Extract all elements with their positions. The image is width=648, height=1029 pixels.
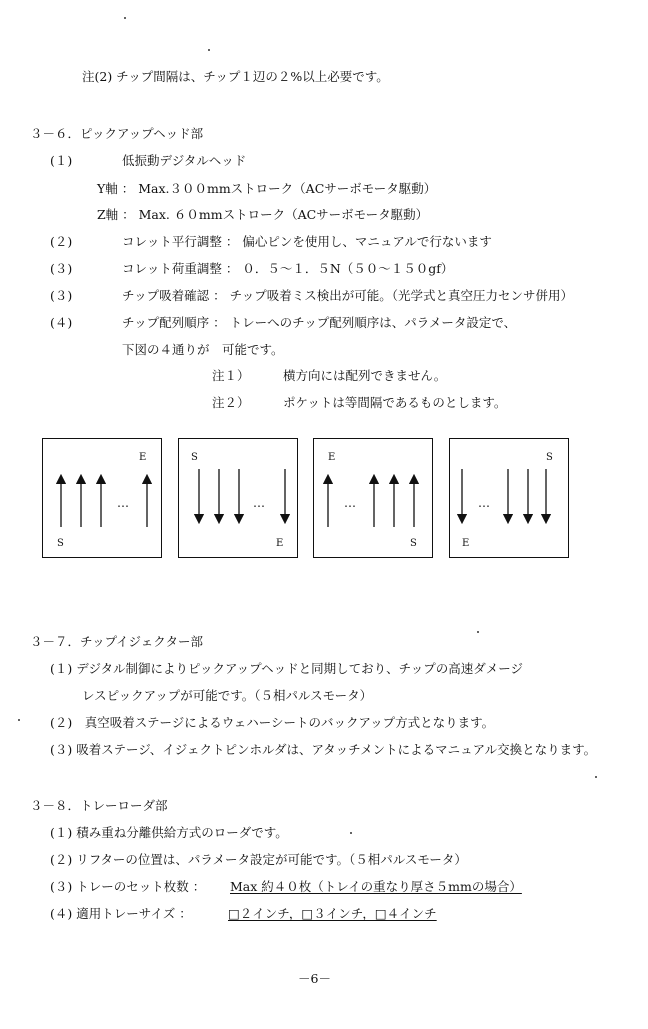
section-3-6-heading: ３－６．ピックアップヘッド部 (30, 126, 204, 141)
dots: … (253, 496, 265, 510)
note-1-label: 注１） (212, 368, 250, 383)
note-1-text: 横方向には配列できません。 (283, 368, 447, 383)
end-label: E (462, 538, 470, 549)
order-diagram-4 (449, 438, 569, 558)
loader-item-3-prefix: (３) トレーのセット枚数 ： (50, 879, 206, 894)
start-label: S (57, 538, 64, 549)
end-label: E (139, 452, 147, 463)
section-3-7-heading: ３－７．チップイジェクター部 (30, 634, 204, 649)
order-diagram-1 (42, 438, 162, 558)
ejector-item-2: (２) 真空吸着ステージによるウェハーシートのバックアップ方式となります。 (50, 715, 495, 730)
ejector-item-1: (１) デジタル制御によりピックアップヘッドと同期しており、チップの高速ダメージ (50, 661, 523, 676)
end-label: E (328, 452, 336, 463)
loader-item-1: (１) 積み重ね分離供給方式のローダです。 (50, 825, 288, 840)
ejector-item-1-cont: レスピックアップが可能です。（５相パルスモータ） (82, 688, 373, 703)
dots: … (117, 496, 129, 510)
section-3-8-heading: ３－８．トレーローダ部 (30, 798, 168, 813)
start-label: S (191, 452, 198, 463)
loader-item-4-prefix: (４) 適用トレーサイズ ： (50, 906, 192, 921)
item-3a-num: (３) (50, 261, 73, 276)
start-label: S (410, 538, 417, 549)
order-diagram-2 (178, 438, 298, 558)
order-diagram-3 (313, 438, 433, 558)
z-axis-spec: Z軸 ： Max. ６０mmストローク（ACサーボモータ駆動） (97, 207, 429, 222)
y-axis-spec: Y軸 ： Max.３００mmストローク（ACサーボモータ駆動） (97, 181, 437, 196)
ejector-item-3: (３) 吸着ステージ、イジェクトピンホルダは、アタッチメントによるマニュアル交換となります。 (50, 742, 597, 757)
scan-speck (477, 631, 479, 633)
scan-speck (208, 49, 210, 51)
note-2-text: ポケットは等間隔であるものとします。 (283, 395, 507, 410)
scan-speck (124, 17, 126, 19)
page-number: －6－ (298, 971, 331, 986)
scan-speck (350, 832, 352, 834)
dots: … (344, 496, 356, 510)
item-4-cont: 下図の４通りが 可能です。 (122, 342, 284, 357)
scan-speck (595, 776, 597, 778)
item-3a-text: コレット荷重調整 ： ０．５～１．５N（５０～１５０gf） (122, 261, 454, 276)
start-label: S (546, 452, 553, 463)
item-2-text: コレット平行調整 ： 偏心ピンを使用し、マニュアルで行ないます (122, 234, 492, 249)
loader-item-2: (２) リフターの位置は、パラメータ設定が可能です。（５相パルスモータ） (50, 852, 467, 867)
loader-item-4-value: □２インチ，□３インチ，□４インチ (228, 906, 437, 921)
item-3b-num: (３) (50, 288, 73, 303)
item-1-num: (１) (50, 153, 73, 168)
item-3b-text: チップ吸着確認 ： チップ吸着ミス検出が可能。（光学式と真空圧力センサ併用） (122, 288, 573, 303)
item-2-num: (２) (50, 234, 73, 249)
end-label: E (276, 538, 284, 549)
scan-speck (18, 719, 20, 721)
note-chip-spacing: 注(2) チップ間隔は、チップ１辺の２%以上必要です。 (82, 69, 389, 84)
loader-item-3-value: Max 約４０枚（トレイの重なり厚さ５mmの場合） (230, 879, 522, 894)
item-1-text: 低振動デジタルヘッド (122, 153, 247, 168)
note-2-label: 注２） (212, 395, 250, 410)
item-4-text: チップ配列順序 ： トレーへのチップ配列順序は、パラメータ設定で、 (122, 315, 517, 330)
dots: … (478, 496, 490, 510)
item-4-num: (４) (50, 315, 73, 330)
